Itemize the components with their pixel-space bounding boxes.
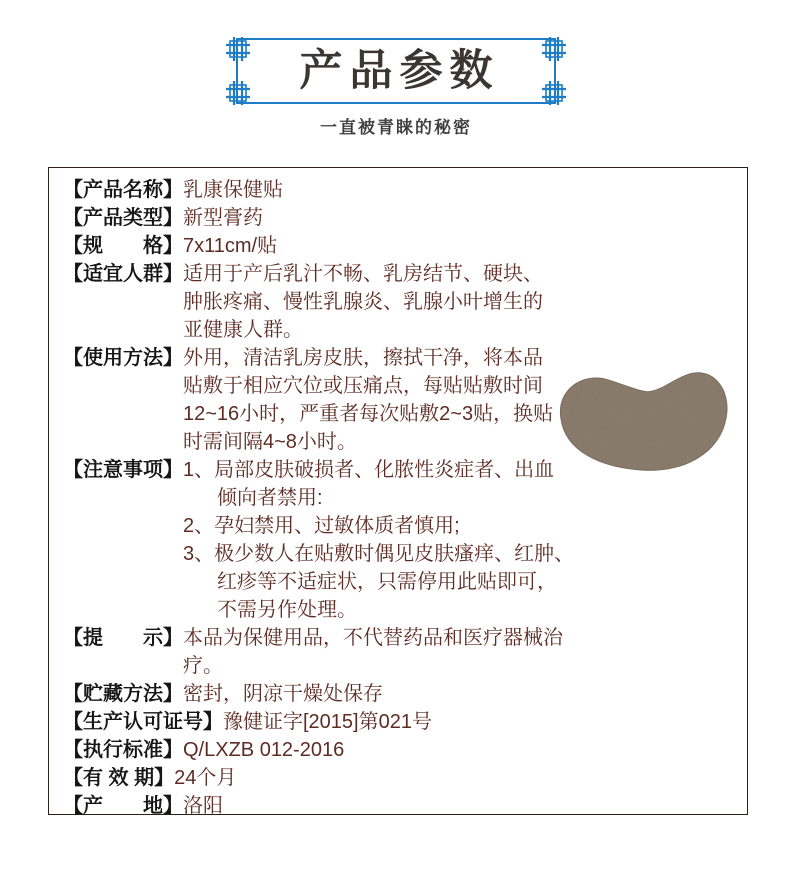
spec-value-line: 疗。 <box>183 655 223 677</box>
spec-value-line: 红疹等不适症状，只需停用此贴即可， <box>217 571 557 593</box>
spec-value <box>183 736 735 764</box>
spec-label: 【执行标准】 <box>63 739 183 761</box>
spec-value <box>183 260 735 344</box>
spec-label: 【贮藏方法】 <box>63 683 183 705</box>
spec-label: 【规 格】 <box>63 235 183 257</box>
spec-value-line: 3、极少数人在贴敷时偶见皮肤瘙痒、红肿、 <box>183 543 575 565</box>
spec-box <box>48 167 748 815</box>
spec-label: 【适宜人群】 <box>63 263 183 285</box>
spec-row-notice <box>63 624 735 680</box>
spec-value-line: 外用，清洁乳房皮肤，擦拭干净，将本品 <box>183 347 543 369</box>
spec-value-line: 肿胀疼痛、慢性乳腺炎、乳腺小叶增生的 <box>183 291 543 313</box>
spec-value-line: 豫健证字[2015]第021号 <box>223 711 432 733</box>
page-header <box>0 0 792 138</box>
spec-value-line: 倾向者禁用: <box>217 487 323 509</box>
spec-value <box>223 708 735 736</box>
page-title: 产品参数 <box>299 47 500 95</box>
spec-label: 【生产认可证号】 <box>63 711 223 733</box>
spec-row-license-number <box>63 708 735 736</box>
spec-value-line: 时需间隔4~8小时。 <box>183 431 357 453</box>
spec-label: 【使用方法】 <box>63 347 183 369</box>
spec-row-shelf-life <box>63 764 735 792</box>
spec-value-line: 1、局部皮肤破损者、化脓性炎症者、出血 <box>183 459 555 481</box>
page-subtitle: 一直被青睐的秘密 <box>320 118 472 137</box>
spec-value-line: 乳康保健贴 <box>183 179 283 201</box>
spec-value-line: 适用于产后乳汁不畅、乳房结节、硬块、 <box>183 263 543 285</box>
spec-value-line: 不需另作处理。 <box>217 599 357 621</box>
corner-knot-icon <box>225 36 251 62</box>
spec-label: 【产品名称】 <box>63 179 183 201</box>
spec-value-line: 洛阳 <box>183 795 223 817</box>
spec-value-line: 2、孕妇禁用、过敏体质者慎用; <box>183 515 460 537</box>
kidney-shaped-herbal-patch-image <box>543 360 741 486</box>
spec-value-line: 密封，阴凉干燥处保存 <box>183 683 383 705</box>
spec-value-line: 24个月 <box>174 767 237 789</box>
spec-value-line: 贴敷于相应穴位或压痛点，每贴贴敷时间 <box>183 375 543 397</box>
spec-row-storage <box>63 680 735 708</box>
spec-value-line: 本品为保健用品，不代替药品和医疗器械治 <box>183 627 563 649</box>
corner-knot-icon <box>225 80 251 106</box>
spec-value <box>183 176 735 204</box>
spec-value-line: 新型膏药 <box>183 207 263 229</box>
spec-row-origin <box>63 792 735 820</box>
spec-label: 【提 示】 <box>63 627 183 649</box>
spec-value-line: 7x11cm/贴 <box>183 235 278 257</box>
spec-row-suitable-people <box>63 260 735 344</box>
corner-knot-icon <box>541 80 567 106</box>
spec-label: 【有 效 期】 <box>63 767 175 789</box>
spec-label: 【产品类型】 <box>63 207 183 229</box>
spec-row-product-type <box>63 204 735 232</box>
spec-row-standard <box>63 736 735 764</box>
corner-knot-icon <box>541 36 567 62</box>
title-frame <box>236 38 556 104</box>
spec-value <box>174 764 735 792</box>
spec-value <box>183 792 735 820</box>
spec-value <box>183 680 735 708</box>
spec-label: 【产 地】 <box>63 795 183 817</box>
spec-row-specification <box>63 232 735 260</box>
spec-value <box>183 232 735 260</box>
spec-value <box>183 624 735 680</box>
spec-value <box>183 204 735 232</box>
spec-label: 【注意事项】 <box>63 459 183 481</box>
spec-value-line: 亚健康人群。 <box>183 319 303 341</box>
spec-value-line: 12~16小时，严重者每次贴敷2~3贴，换贴 <box>183 403 554 425</box>
spec-value-line: Q/LXZB 012-2016 <box>183 739 345 761</box>
spec-row-product-name <box>63 176 735 204</box>
